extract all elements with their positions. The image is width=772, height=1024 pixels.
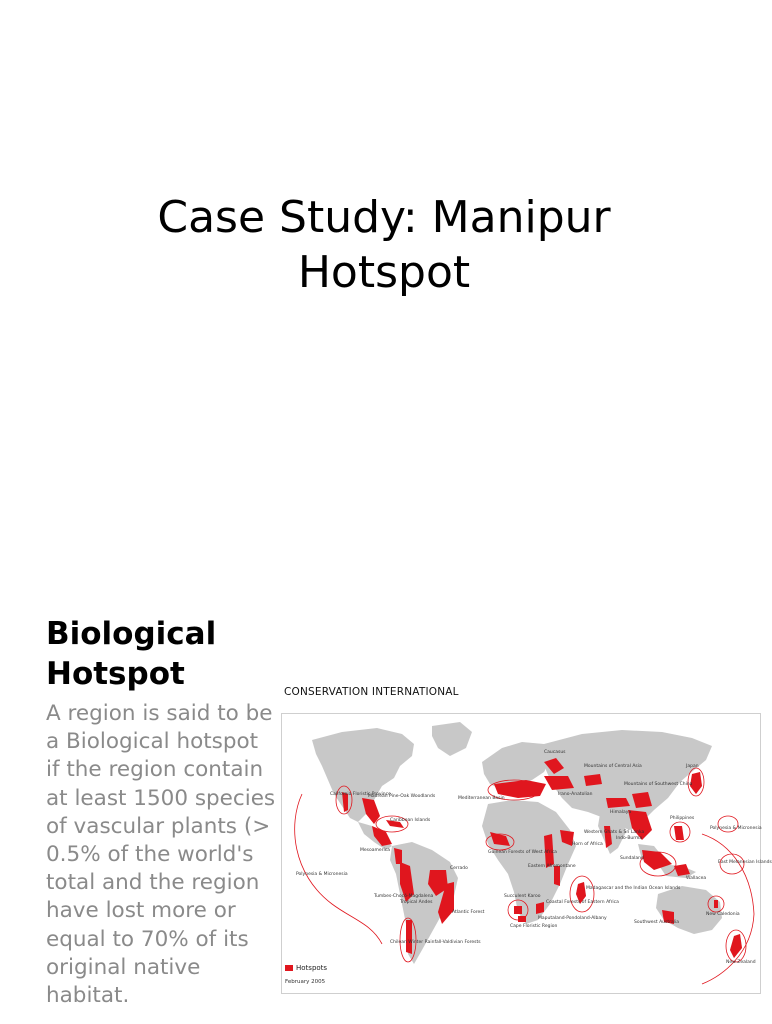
landmass-greenland — [432, 722, 472, 756]
map-caption: CONSERVATION INTERNATIONAL — [284, 686, 459, 698]
map-label-caribbean: Caribbean Islands — [390, 818, 431, 823]
map-label-irano-anatolian: Irano-Anatolian — [558, 792, 593, 797]
map-label-new-caledonia: New Caledonia — [706, 912, 740, 917]
map-label-coastal-east-africa: Coastal Forests of Eastern Africa — [546, 900, 619, 905]
map-label-central-asia: Mountains of Central Asia — [584, 764, 642, 769]
legend-label: Hotspots — [296, 964, 328, 972]
map-label-new-zealand: New Zealand — [726, 960, 756, 965]
map-label-madagascar: Madagascar and the Indian Ocean Islands — [586, 886, 681, 891]
hotspot-chile — [406, 920, 412, 954]
hotspot-cape — [518, 916, 526, 922]
map-label-caucasus: Caucasus — [544, 750, 566, 755]
slide-heading-line-1: Biological — [46, 616, 217, 652]
landmass-africa — [482, 800, 576, 924]
map-label-maputaland: Maputaland-Pondoland-Albany — [538, 916, 607, 921]
map-label-sw-china: Mountains of Southwest China — [624, 782, 693, 787]
map-label-madrean: Madrean Pine-Oak Woodlands — [368, 794, 436, 799]
map-label-cerrado: Cerrado — [450, 866, 468, 871]
slide-title — [0, 190, 768, 300]
slide-heading-line-2: Hotspot — [46, 656, 185, 692]
map-label-sundaland: Sundaland — [620, 856, 644, 861]
map-label-chile: Chilean Winter Rainfall-Valdivian Forests — [390, 940, 481, 945]
map-label-tropical-andes: Tropical Andes — [400, 900, 433, 905]
hotspot-mesoamerica — [372, 826, 392, 846]
landmass-north-america — [312, 728, 414, 822]
map-label-atlantic-forest: Atlantic Forest — [452, 910, 485, 915]
map-label-philippines: Philippines — [670, 816, 695, 821]
map-label-polynesia-west: Polynesia & Micronesia — [710, 826, 762, 831]
map-label-himalaya: Himalaya — [610, 810, 632, 815]
map-label-japan: Japan — [686, 764, 699, 769]
slide-title-line-1: Case Study: Manipur — [157, 192, 611, 243]
map-label-cape: Cape Floristic Region — [510, 924, 558, 929]
slide-body-text: A region is said to be a Biological hotspot if the region contain at least 1500 species of vascular plants (> 0.5% of the world's total and the region have lost more or equal to 70% of its original native habitat. — [46, 701, 276, 1009]
hotspot-central-asia — [584, 774, 602, 786]
legend-swatch-hotspots — [285, 965, 293, 971]
map-label-tumbes: Tumbes-Chocó-Magdalena — [374, 894, 434, 899]
map-label-mesoamerica: Mesoamerica — [360, 848, 390, 853]
map-label-east-melanesia: East Melanesian Islands — [718, 860, 772, 865]
map-label-wallacea: Wallacea — [686, 876, 707, 881]
hotspot-philippines — [674, 826, 684, 840]
map-date: February 2005 — [285, 979, 326, 985]
map-label-succulent-karoo: Succulent Karoo — [504, 894, 541, 899]
hotspot-maputaland — [536, 902, 544, 914]
map-label-western-ghats: Western Ghats & Sri Lanka — [584, 830, 645, 835]
map-label-eastern-afromontane: Eastern Afromontane — [528, 864, 576, 869]
content-slide — [0, 576, 772, 1024]
hotspot-new-caledonia — [714, 900, 718, 908]
map-label-polynesia-east: Polynesia & Micronesia — [296, 872, 348, 877]
slide-heading — [46, 614, 286, 694]
map-legend — [285, 964, 327, 972]
slide-title-line-2: Hotspot — [297, 247, 471, 298]
hotspot-world-map — [281, 713, 772, 994]
map-label-california: California Floristic Province — [330, 792, 391, 797]
map-label-sw-australia: Southwest Australia — [634, 920, 679, 925]
map-label-indo-burma: Indo-Burma — [616, 836, 643, 841]
map-label-mediterranean: Mediterranean Basin — [458, 796, 505, 801]
map-label-horn-of-africa: Horn of Africa — [572, 842, 603, 847]
map-label-guinean: Guinean Forests of West Africa — [488, 850, 557, 855]
hotspot-succulent-karoo — [514, 906, 522, 914]
hotspot-coastal-east-africa — [554, 866, 560, 886]
landmass-australia — [656, 886, 722, 934]
